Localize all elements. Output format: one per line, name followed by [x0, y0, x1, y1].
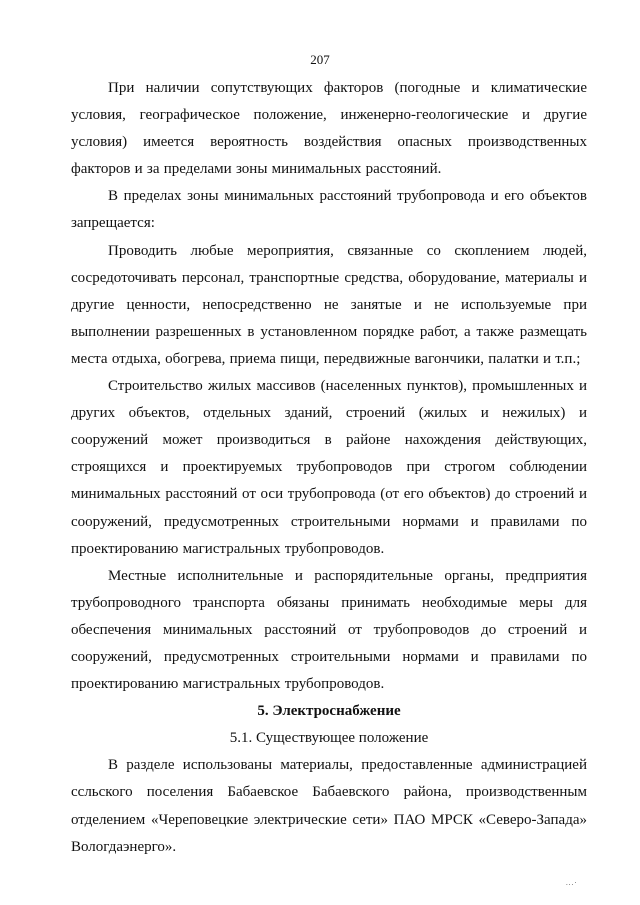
paragraph-prohibited-intro: В пределах зоны минимальных расстояний трубопровода и его объектов запрещается: [71, 188, 587, 232]
section-heading: 5. Электроснабжение [257, 703, 401, 720]
scan-mark: ...· [566, 879, 578, 887]
paragraph-side-factors: При наличии сопутствующих факторов (погодные и климатические условия, географическое положение, инженерно-геологические и другие условия) имеется вероятность воздействия опасных производственных факторов и за пределами зоны минимальных расстояний. [71, 80, 587, 178]
paragraph-local-authorities: Местные исполнительные и распорядительные органы, предприятия трубопроводного транспорта обязаны принимать необходимые меры для обеспечения минимальных расстояний от трубопроводов до строений и сооружений, предусмотренных строительными нормами и правилами по проектированию магистральных трубопроводов. [71, 567, 587, 693]
paragraph-prohibited-activities: Проводить любые мероприятия, связанные со скоплением людей, сосредоточивать персонал, транспортные средства, оборудование, материалы и другие ценности, непосредственно не занятые и не используемые при выполнении разрешенных в установленном порядке работ, а также размещать места отдыха, обогрева, приема пищи, передвижные вагончики, палатки и т.п.; [71, 242, 587, 367]
paragraph-sources: В разделе использованы материалы, предоставленные администрацией ссльского поселения Бабаевское Бабаевского района, производственным отделением «Череповецкие электрические сети» ПАО МРСК «Северо-Запада» Вологдаэнерго». [71, 757, 587, 855]
page-number: 207 [310, 52, 330, 67]
document-body [71, 75, 587, 861]
subsection-heading: 5.1. Существующее положение [229, 730, 429, 747]
paragraph-construction-rules: Строительство жилых массивов (населенных пунктов), промышленных и других объектов, отдельных зданий, строений (жилых и нежилых) и сооружений может производиться в районе нахождения действующих, строящихся и проектируемых трубопроводов при строгом соблюдении минимальных расстояний от оси трубопровода (от его объектов) до строений и сооружений, предусмотренных строительными нормами и правилами по проектированию магистральных трубопроводов. [71, 378, 587, 557]
